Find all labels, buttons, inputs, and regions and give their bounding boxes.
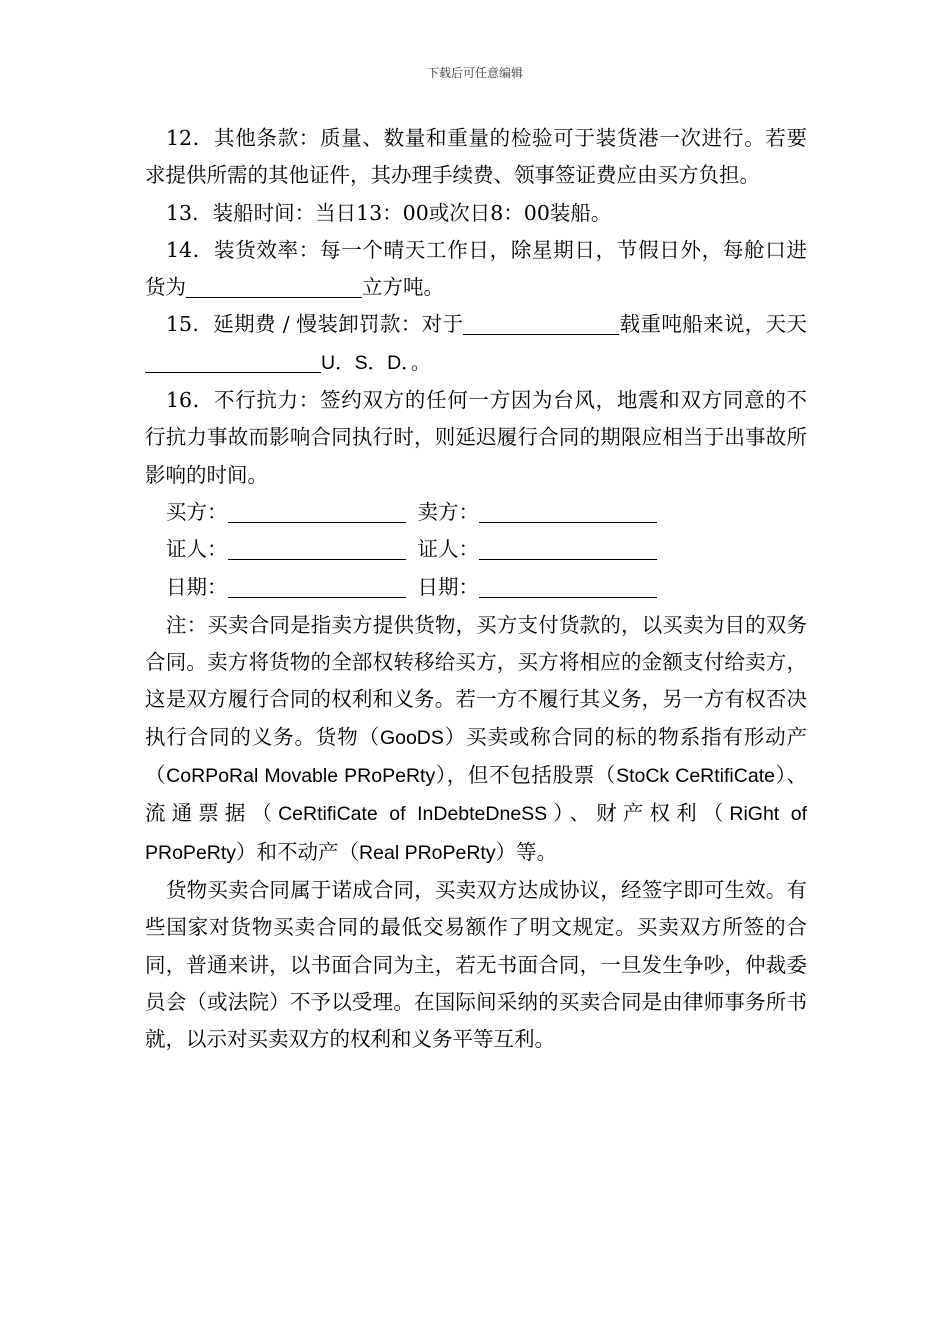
- seller-label: 卖方：: [417, 499, 479, 524]
- note-text-7: ）等。: [495, 839, 558, 864]
- clause-15-currency: U．S．D．。: [321, 351, 431, 374]
- term-real-property: Real PRoPeRty: [359, 841, 496, 864]
- term-stock-certificate: StoCk CeRtifiCate: [616, 765, 775, 788]
- term-certificate-of-indebtedness: CeRtifiCate of InDebteDneSS: [278, 803, 548, 826]
- date-1-blank[interactable]: [228, 571, 406, 598]
- witness-1-label: 证人：: [166, 537, 228, 562]
- note-paragraph: [145, 607, 807, 872]
- tonnage-blank[interactable]: [463, 308, 619, 335]
- buyer-signature-blank[interactable]: [228, 496, 406, 523]
- buyer-label: 买方：: [166, 499, 228, 524]
- term-right-of-property: RiGht of PRoPeRty: [145, 803, 807, 864]
- clause-15: [145, 306, 807, 382]
- clause-12: 12．其他条款：质量、数量和重量的检验可于装货港一次进行。若要求提供所需的其他证件，其办理手续费、领事签证费应由买方负担。: [145, 126, 807, 188]
- note-text-3: ），但不包括股票（: [435, 763, 617, 788]
- clause-15-mid: 载重吨船来说，天天: [619, 312, 808, 337]
- witness-1-blank[interactable]: [228, 533, 406, 560]
- page-header: 下载后可任意编辑: [426, 66, 523, 80]
- contract-paragraph: 货物买卖合同属于诺成合同，买卖双方达成协议，经签字即可生效。有些国家对货物买卖合同的最低交易额作了明文规定。买卖双方所签的合同，普通来讲，以书面合同为主，若无书面合同，一旦发生争吵，仲裁委员会（或法院）不予以受理。在国际间采纳的买卖合同是由律师事务所书就，以示对买卖双方的权利和义务平等互利。: [145, 877, 807, 1052]
- witness-2-label: 证人：: [417, 537, 479, 562]
- signature-row-parties: [145, 494, 807, 531]
- witness-2-blank[interactable]: [479, 533, 657, 560]
- date-2-label: 日期：: [417, 574, 479, 599]
- clause-14: [145, 232, 807, 307]
- note-text-6: ）和不动产（: [236, 839, 360, 864]
- date-1-label: 日期：: [166, 574, 228, 599]
- signature-row-witnesses: [145, 531, 807, 568]
- note-text-4: ）、流通票据（: [145, 763, 808, 826]
- clause-14-unit: 立方吨。: [362, 275, 444, 300]
- note-text-5: ）、财产权利（: [547, 801, 730, 826]
- note-text-1: 注：买卖合同是指卖方提供货物，买方支付货款的，以买卖为目的双务合同。卖方将货物的全部权转移给买方，买方将相应的金额支付给卖方，这是双方履行合同的权利和义务。若一方不履行其义务，另一方有权否决执行合同的义务。货物（: [145, 612, 807, 749]
- clause-14-text: 14．装货效率：每一个晴天工作日，除星期日，节假日外，每舱口进货为: [145, 237, 807, 300]
- seller-signature-blank[interactable]: [479, 496, 657, 523]
- penalty-blank[interactable]: [145, 346, 321, 373]
- clause-16: 16．不行抗力：签约双方的任何一方因为台风，地震和双方同意的不行抗力事故而影响合同执行时，则延迟履行合同的期限应相当于出事故所影响的时间。: [145, 388, 807, 487]
- note-text-2: ）买卖或称合同的标的物系指有形动产（: [145, 724, 808, 788]
- term-corporal-property: CoRPoRal Movable PRoPeRty: [166, 765, 436, 788]
- document-body: [145, 120, 807, 1058]
- clause-13: 13．装船时间：当日13：00或次日8：00装船。: [166, 200, 612, 225]
- date-2-blank[interactable]: [479, 571, 657, 598]
- volume-blank[interactable]: [186, 271, 362, 298]
- clause-15-text: 15．延期费 / 慢装卸罚款：对于: [166, 312, 464, 337]
- signature-row-dates: [145, 569, 807, 606]
- term-goods: GooDS: [379, 726, 444, 749]
